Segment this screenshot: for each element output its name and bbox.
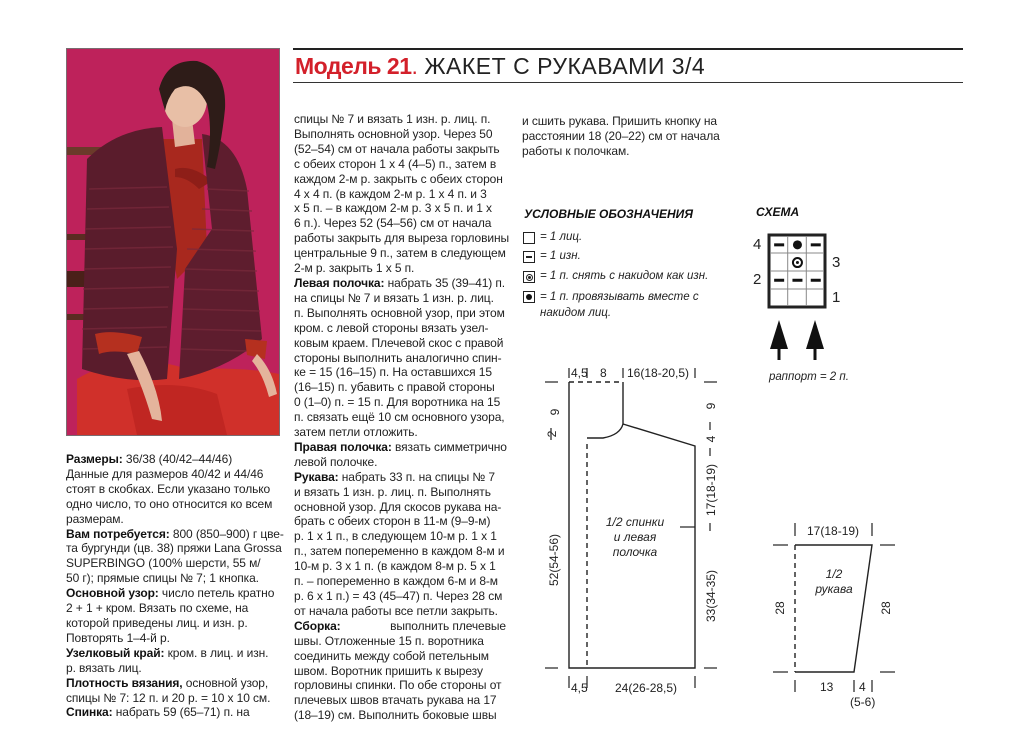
pattern-label: Основной узор: [66, 586, 159, 601]
assembly-text: выполнить плечевые [390, 618, 506, 633]
back-line: спицы № 7 и вязать 1 изн. р. лиц. п. [294, 112, 491, 126]
sleeve-diagram [770, 518, 900, 713]
dim-bottom-4-5: 4,5 [571, 681, 588, 695]
finish-line: работы к полочкам. [522, 143, 630, 158]
sizes-line: размерам. [66, 511, 124, 526]
scheme-chart [766, 232, 828, 362]
left-front-section [294, 276, 506, 440]
back-label-line: полочка [612, 545, 658, 559]
left-front-lines [294, 291, 506, 440]
sleeve-dim-left: 28 [773, 601, 787, 615]
right-front-section [294, 440, 506, 470]
page-title [295, 52, 705, 80]
sleeves-section [294, 470, 506, 619]
row-number-1: 1 [832, 289, 841, 306]
assembly-line: швом. Воротник пришить к вырезу [294, 663, 483, 678]
finish-line: и сшить рукава. Пришить кнопку на [522, 114, 717, 128]
sleeve-dim-right: 28 [879, 601, 893, 615]
back-line: 2-м р. закрыть 1 х 5 п. [294, 261, 415, 276]
sizes-line: стоят в скобках. Если указано только [66, 481, 271, 496]
left-front-line: на спицы № 7 и вязать 1 изн. р. лиц. [294, 290, 494, 305]
edge-text: кром. в лиц. и изн. [164, 645, 269, 660]
arrow-up-icon [806, 320, 824, 349]
gauge-label: Плотность вязания, [66, 675, 183, 690]
ring-dot-square-icon [523, 271, 535, 283]
assembly-line: соединить между собой петельным [294, 648, 489, 663]
legend-text: = 1 изн. [540, 250, 581, 262]
sleeves-line: и вязать 1 изн. р. лиц. п. Выполнять [294, 484, 491, 499]
sleeves-line: брать с обеих сторон в 11-м (9–9-м) [294, 514, 491, 529]
edge-label: Узелковый край: [66, 645, 165, 660]
left-front-line: затем петли отложить. [294, 425, 418, 440]
assembly-line: горловины спинки. По обе стороны от [294, 678, 502, 693]
back-line: работы закрыть для выреза горловины [294, 231, 510, 246]
left-front-label: Левая полочка: [294, 275, 385, 290]
sleeves-line: р. 6 х 1 п.) = 43 (45–47) п. Через 28 см [294, 589, 503, 603]
model-number: Модель 21 [295, 53, 412, 79]
model-photo [66, 48, 280, 436]
materials-label: Вам потребуется: [66, 526, 170, 541]
legend-title: УСЛОВНЫЕ ОБОЗНАЧЕНИЯ [524, 207, 694, 221]
left-front-line: (16–15) п. убавить с правой стороны [294, 380, 495, 395]
purl-dash-icon [774, 279, 784, 282]
sizes-line: одно число, то оно относится ко всем [66, 496, 273, 511]
text-column-3 [522, 114, 722, 159]
purl-dash-icon [811, 279, 821, 282]
sizes-line: Данные для размеров 40/42 и 44/46 [66, 466, 264, 481]
materials-line: SUPERBINGO (100% шерсти, 55 м/ [66, 556, 261, 571]
pattern-section [66, 586, 278, 646]
back-label-line: и левая [613, 530, 657, 544]
arrow-up-icon [770, 320, 788, 349]
dim-right-4: 4 [704, 435, 718, 443]
left-front-line: п. Выполнять основной узор, при этом [294, 305, 505, 320]
pattern-line: Повторять 1–4-й р. [66, 630, 170, 645]
sleeve-dim-bottom-4: 4 [859, 680, 866, 694]
right-front-line: левой полочке. [294, 454, 378, 469]
empty-square-icon [523, 232, 535, 244]
photo-illustration [67, 49, 279, 435]
assembly-line: (18–19) см. Выполнить боковые швы [294, 708, 497, 723]
legend-text: = 1 п. провязывать вместе с [540, 291, 699, 303]
assembly-label: Сборка: [294, 618, 341, 633]
legend-item-knit-together [523, 290, 699, 321]
sleeve-outline [795, 545, 872, 672]
sleeve-dim-bottom-13: 13 [820, 680, 834, 694]
arrow-shaft [814, 348, 817, 360]
gauge-text: основной узор, [182, 675, 269, 690]
back-line: Выполнять основной узор. Через 50 [294, 126, 493, 141]
sleeves-line: п., затем попеременно в каждом 8-м и [294, 544, 505, 559]
back-section [66, 705, 278, 720]
sizes-text: 36/38 (40/42–44/46) [122, 452, 233, 466]
header-rule-top [293, 48, 963, 50]
text-column-2 [294, 112, 510, 723]
back-continued [294, 112, 510, 276]
dash-square-icon [523, 251, 535, 263]
left-front-line: 0 (1–0) п. = 15 п. Для воротника на 15 [294, 395, 501, 410]
row-number-4: 4 [753, 236, 762, 253]
back-line: с обеих сторон 1 х 4 (4–5) п., затем в [294, 156, 497, 171]
legend-item-slip [523, 270, 708, 283]
right-front-text: вязать симметрично [391, 439, 507, 454]
dim-bottom-width: 24(26-28,5) [615, 681, 678, 695]
assembly-line: швы. Отложенные 15 п. воротника [294, 633, 484, 648]
sleeves-text: набрать 33 п. на спицы № 7 [338, 469, 495, 484]
left-front-text: набрать 35 (39–41) п. [384, 275, 506, 290]
gauge-section [66, 676, 278, 706]
legend-text: = 1 лиц. [540, 231, 583, 243]
left-front-line: ковым краем. Плечевой скос с правой [294, 335, 504, 350]
dim-left-9: 9 [548, 408, 562, 416]
left-front-line: кром. с левой стороны вязать узел- [294, 320, 489, 335]
legend-text-2: накидом лиц. [540, 306, 612, 319]
back-line: 6 п.). Через 52 (54–56) см от начала [294, 216, 492, 231]
dim-right-armhole: 17(18-19) [704, 463, 718, 517]
dim-top-shoulder: 16(18-20,5) [627, 366, 690, 380]
finish-line: расстоянии 18 (20–22) см от начала [522, 128, 720, 143]
edge-line: р. вязать лиц. [66, 660, 142, 675]
pattern-line: 2 + 1 + кром. Вязать по схеме, на [66, 601, 249, 616]
sleeves-line: 10-м р. 3 х 1 п. (в каждом 8-м р. 5 х 1 [294, 559, 496, 574]
left-front-line: стороны выполнить аналогично спин- [294, 350, 502, 365]
sleeves-line: п. – попеременно в каждом 6-м и 8-м [294, 574, 498, 589]
sleeve-dim-bottom-5-6: (5-6) [850, 695, 876, 709]
sleeve-label-line: 1/2 [825, 567, 843, 581]
sleeve-dim-top: 17(18-19) [807, 524, 860, 538]
back-line: каждом 2-м р. закрыть с обеих сторон [294, 171, 503, 186]
purl-dash-icon [774, 243, 784, 246]
back-label-line: 1/2 спинки [605, 515, 665, 529]
sizes-section [66, 452, 278, 527]
sleeves-label: Рукава: [294, 469, 339, 484]
back-label: Спинка: [66, 705, 113, 720]
dim-left-2: 2 [545, 430, 559, 438]
filled-dot-square-icon [523, 291, 535, 303]
legend-text: = 1 п. снять с накидом как изн. [540, 270, 709, 282]
pattern-text: число петель кратно [158, 586, 275, 601]
back-line: х 5 п. – в каждом 2-м р. 3 х 5 п. и 1 х [294, 201, 492, 216]
filled-dot-icon [793, 240, 802, 249]
text-column-1 [66, 452, 284, 720]
header-rule-bottom [293, 82, 963, 83]
back-line: (52–54) см от начала работы закрыть [294, 141, 500, 156]
title-separator: . [411, 53, 418, 79]
sleeves-line: основной узор. Для скосов рукава на- [294, 499, 502, 514]
materials-text: 800 (850–900) г цве- [169, 526, 284, 541]
pattern-line: которой приведены лиц. и изн. р. [66, 615, 248, 630]
left-front-line: ке = 15 (16–15) п. На оставшихся 15 [294, 365, 492, 380]
model-name: ЖАКЕТ С РУКАВАМИ 3/4 [424, 53, 706, 79]
dim-top-4-5: 4,5 [571, 366, 588, 380]
gauge-line: спицы № 7: 12 п. и 20 р. = 10 х 10 см. [66, 690, 271, 705]
neckline-curve [587, 424, 623, 438]
dim-top-8: 8 [600, 366, 607, 380]
legend-item-purl [523, 250, 581, 263]
sleeve-label-line: рукава [815, 582, 853, 596]
ring-center-dot [796, 261, 799, 264]
legend-item-knit [523, 231, 582, 244]
back-front-diagram [540, 360, 725, 705]
purl-dash-icon [811, 243, 821, 246]
row-number-2: 2 [753, 271, 762, 288]
purl-dash-icon [792, 279, 802, 282]
scheme-title: СХЕМА [756, 205, 800, 219]
right-front-label: Правая полочка: [294, 439, 392, 454]
back-text: набрать 59 (65–71) п. на [112, 705, 250, 720]
row-number-3: 3 [832, 254, 841, 271]
repeat-label: раппорт = 2 п. [769, 371, 849, 383]
assembly-section [294, 619, 506, 723]
dim-right-side: 33(34-35) [704, 569, 718, 623]
assembly-lines [294, 634, 506, 723]
sleeves-line: р. 1 х 1 п., в следующем 10-м р. 1 х 1 [294, 529, 497, 544]
materials-section [66, 526, 284, 587]
edge-section [66, 646, 278, 676]
dim-right-9: 9 [704, 402, 718, 410]
sleeves-lines [294, 485, 506, 619]
arrow-shaft [778, 348, 781, 360]
materials-line: 50 г); прямые спицы № 7; 1 кнопка. [66, 571, 259, 586]
materials-line: та бургунди (цв. 38) пряжи Lana Grossa [66, 541, 282, 556]
assembly-line: плечевых швов втачать рукава на 17 [294, 693, 497, 708]
back-line: центральные 9 п., затем в следующем [294, 246, 506, 261]
left-front-line: п. связать ещё 10 см основного узора, [294, 410, 505, 425]
dim-left-length: 52(54-56) [547, 533, 561, 587]
back-line: 4 х 4 п. (в каждом 2-м р. 1 х 4 п. и 3 [294, 186, 487, 201]
sleeves-line: от начала работы все петли закрыть. [294, 603, 498, 618]
sizes-label: Размеры: [66, 452, 123, 466]
